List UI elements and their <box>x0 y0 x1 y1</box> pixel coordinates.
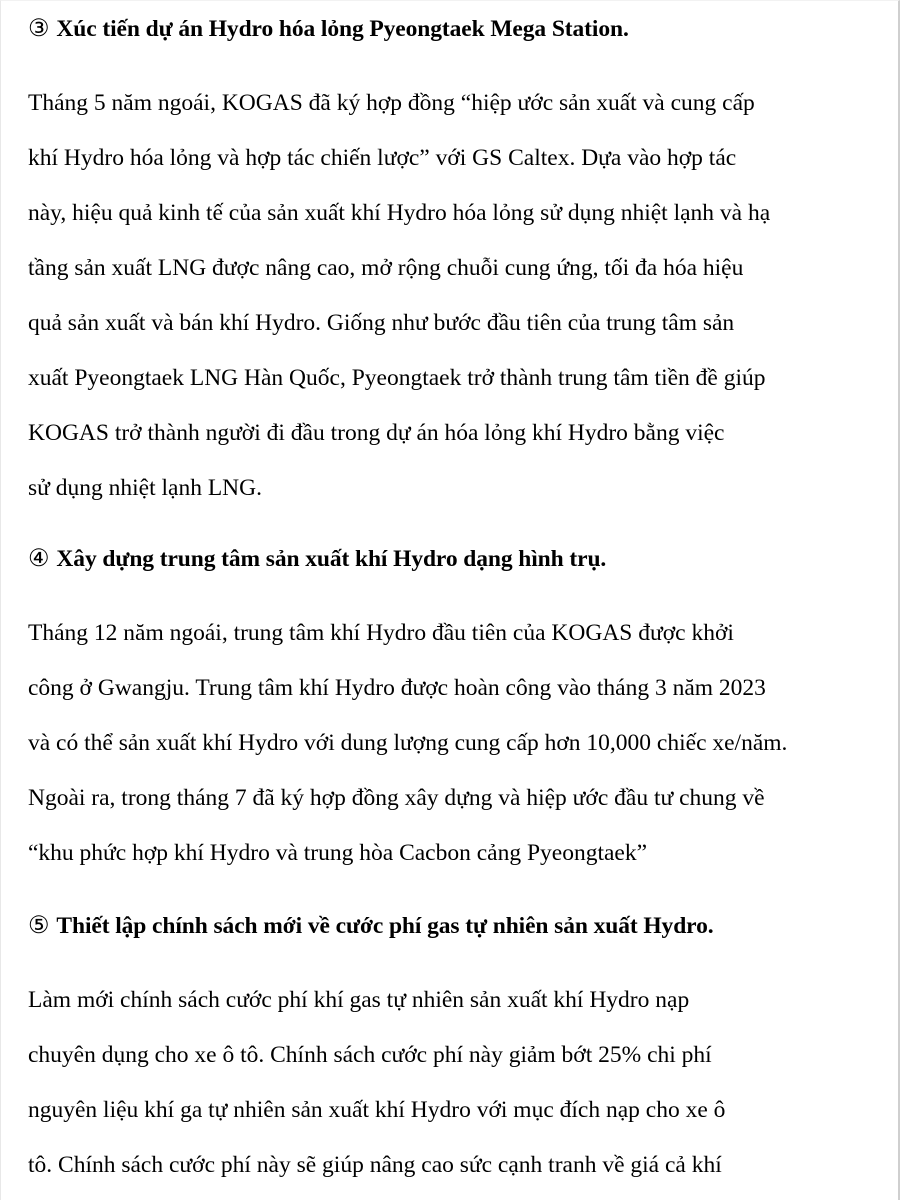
circled-number-4: ④ <box>28 546 50 572</box>
section-heading-4-text: Xây dựng trung tâm sản xuất khí Hydro dạng hình trụ. <box>56 546 607 572</box>
section-heading-3 <box>28 17 629 42</box>
body-line: và có thể sản xuất khí Hydro với dung lượng cung cấp hơn 10,000 chiếc xe/năm. <box>28 730 788 756</box>
body-line: tầng sản xuất LNG được nâng cao, mở rộng chuỗi cung ứng, tối đa hóa hiệu <box>28 255 744 281</box>
body-line: tô. Chính sách cước phí này sẽ giúp nâng cao sức cạnh tranh về giá cả khí <box>28 1152 722 1178</box>
section-body-5 <box>28 973 840 1193</box>
body-line: nguyên liệu khí ga tự nhiên sản xuất khí Hydro với mục đích nạp cho xe ô <box>28 1097 726 1123</box>
circled-number-5: ⑤ <box>28 913 50 939</box>
body-line: chuyên dụng cho xe ô tô. Chính sách cước phí này giảm bớt 25% chi phí <box>28 1042 712 1068</box>
section-body-4 <box>28 606 840 881</box>
body-line: Tháng 5 năm ngoái, KOGAS đã ký hợp đồng “hiệp ước sản xuất và cung cấp <box>28 90 755 116</box>
circled-number-3: ③ <box>28 16 50 42</box>
body-line: “khu phức hợp khí Hydro và trung hòa Cacbon cảng Pyeongtaek” <box>28 840 648 866</box>
section-heading-3-text: Xúc tiến dự án Hydro hóa lỏng Pyeongtaek Mega Station. <box>56 16 629 42</box>
section-body-3 <box>28 76 840 516</box>
body-line: xuất Pyeongtaek LNG Hàn Quốc, Pyeongtaek trở thành trung tâm tiền đề giúp <box>28 365 766 391</box>
body-line: KOGAS trở thành người đi đầu trong dự án hóa lỏng khí Hydro bằng việc <box>28 420 725 446</box>
body-line: khí Hydro hóa lỏng và hợp tác chiến lược” với GS Caltex. Dựa vào hợp tác <box>28 145 737 171</box>
body-line: công ở Gwangju. Trung tâm khí Hydro được hoàn công vào tháng 3 năm 2023 <box>28 675 766 701</box>
body-line: quả sản xuất và bán khí Hydro. Giống như bước đầu tiên của trung tâm sản <box>28 310 735 336</box>
section-heading-4 <box>28 547 606 572</box>
body-line: này, hiệu quả kinh tế của sản xuất khí Hydro hóa lỏng sử dụng nhiệt lạnh và hạ <box>28 200 771 226</box>
section-heading-5 <box>28 914 714 939</box>
section-heading-5-text: Thiết lập chính sách mới về cước phí gas tự nhiên sản xuất Hydro. <box>56 913 714 939</box>
body-line: Tháng 12 năm ngoái, trung tâm khí Hydro đầu tiên của KOGAS được khởi <box>28 620 734 646</box>
body-line: Ngoài ra, trong tháng 7 đã ký hợp đồng xây dựng và hiệp ước đầu tư chung về <box>28 785 765 811</box>
body-line: Làm mới chính sách cước phí khí gas tự nhiên sản xuất khí Hydro nạp <box>28 987 690 1013</box>
body-line: sử dụng nhiệt lạnh LNG. <box>28 475 263 501</box>
